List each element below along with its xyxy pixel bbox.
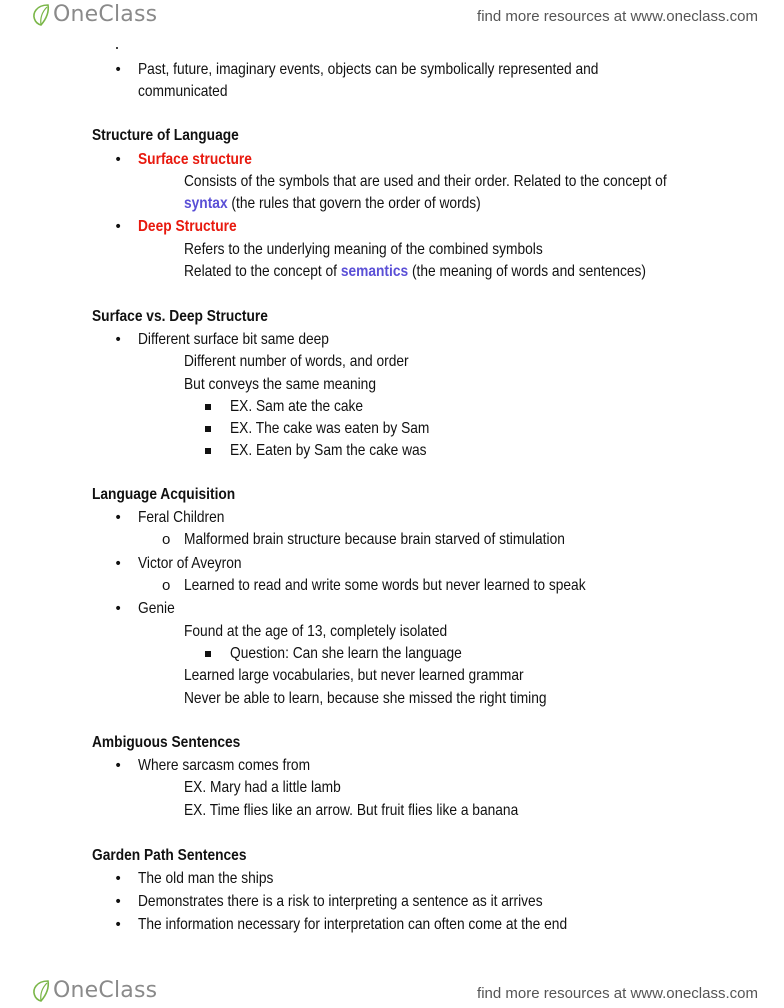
garden-b2: Demonstrates there is a risk to interpreting a sentence as it arrives [138, 893, 543, 910]
acq-genie-3: Never be able to learn, because she missed the right timing [184, 690, 547, 707]
deep-desc-1: Refers to the underlying meaning of the combined symbols [184, 241, 543, 258]
garden-b3: The information necessary for interpretation can often come at the end [138, 916, 568, 933]
bullet-dot: • [114, 871, 123, 887]
heading-garden-path: Garden Path Sentences [92, 847, 247, 864]
heading-acquisition: Language Acquisition [92, 486, 236, 503]
bullet-dot: • [114, 556, 123, 572]
acq-genie-2: Learned large vocabularies, but never learned grammar [184, 667, 524, 684]
heading-surface-vs-deep: Surface vs. Deep Structure [92, 308, 268, 325]
amb-bullet: Where sarcasm comes from [138, 757, 311, 774]
acq-victor-sub: Learned to read and write some words but never learned to speak [184, 577, 586, 594]
svd-ex-1: EX. Sam ate the cake [230, 398, 364, 415]
surface-desc-2 [184, 194, 481, 214]
oneclass-logo[interactable] [30, 2, 157, 27]
square-bullet [205, 651, 211, 657]
circle-bullet: o [162, 577, 171, 594]
footer-tagline[interactable]: find more resources at www.oneclass.com [477, 985, 758, 1002]
svd-ex-2: EX. The cake was eaten by Sam [230, 420, 430, 437]
surface-structure-label: Surface structure [138, 151, 252, 168]
square-bullet [205, 404, 211, 410]
bullet-dot: • [114, 62, 123, 78]
bullet-dot: • [114, 219, 123, 235]
syntax-term: syntax [184, 195, 228, 212]
intro-line-2: communicated [138, 83, 228, 100]
acq-genie-1: Found at the age of 13, completely isolated [184, 623, 448, 640]
bullet-dot: • [114, 510, 123, 526]
brand-name: OneClass [53, 2, 158, 27]
amb-ex-2: EX. Time flies like an arrow. But fruit flies like a banana [184, 802, 519, 819]
leaf-logo-icon [30, 979, 52, 1003]
brand-name: OneClass [53, 978, 158, 1003]
leaf-logo-icon [30, 3, 52, 27]
deep-desc-2 [184, 262, 646, 282]
heading-structure: Structure of Language [92, 127, 239, 144]
bullet-dot: • [114, 917, 123, 933]
acq-feral: Feral Children [138, 509, 225, 526]
deep-structure-label: Deep Structure [138, 218, 237, 235]
stray-mark [116, 47, 118, 49]
svd-sub-1: Different number of words, and order [184, 353, 409, 370]
bullet-dot: • [114, 152, 123, 168]
surface-desc-1: Consists of the symbols that are used and their order. Related to the concept of [184, 173, 667, 190]
square-bullet [205, 426, 211, 432]
heading-ambiguous: Ambiguous Sentences [92, 734, 241, 751]
semantics-term: semantics [340, 263, 409, 280]
oneclass-logo-footer[interactable] [30, 978, 157, 1003]
acq-genie: Genie [138, 600, 175, 617]
bullet-dot: • [114, 601, 123, 617]
circle-bullet: o [162, 531, 171, 548]
intro-line-1: Past, future, imaginary events, objects can be symbolically represented and [138, 61, 599, 78]
bullet-dot: • [114, 894, 123, 910]
acq-genie-question: Question: Can she learn the language [230, 645, 462, 662]
bullet-dot: • [114, 332, 123, 348]
garden-b1: The old man the ships [138, 870, 274, 887]
svd-sub-2: But conveys the same meaning [184, 376, 376, 393]
acq-feral-sub: Malformed brain structure because brain starved of stimulation [184, 531, 565, 548]
header-tagline[interactable]: find more resources at www.oneclass.com [477, 8, 758, 25]
deep-desc-2-post: (the meaning of words and sentences) [408, 263, 647, 280]
square-bullet [205, 448, 211, 454]
deep-desc-2-pre: Related to the concept of [184, 263, 341, 280]
amb-ex-1: EX. Mary had a little lamb [184, 779, 341, 796]
syntax-rest: (the rules that govern the order of words) [227, 195, 481, 212]
acq-victor: Victor of Aveyron [138, 555, 242, 572]
svd-bullet: Different surface bit same deep [138, 331, 329, 348]
bullet-dot: • [114, 758, 123, 774]
svd-ex-3: EX. Eaten by Sam the cake was [230, 442, 427, 459]
